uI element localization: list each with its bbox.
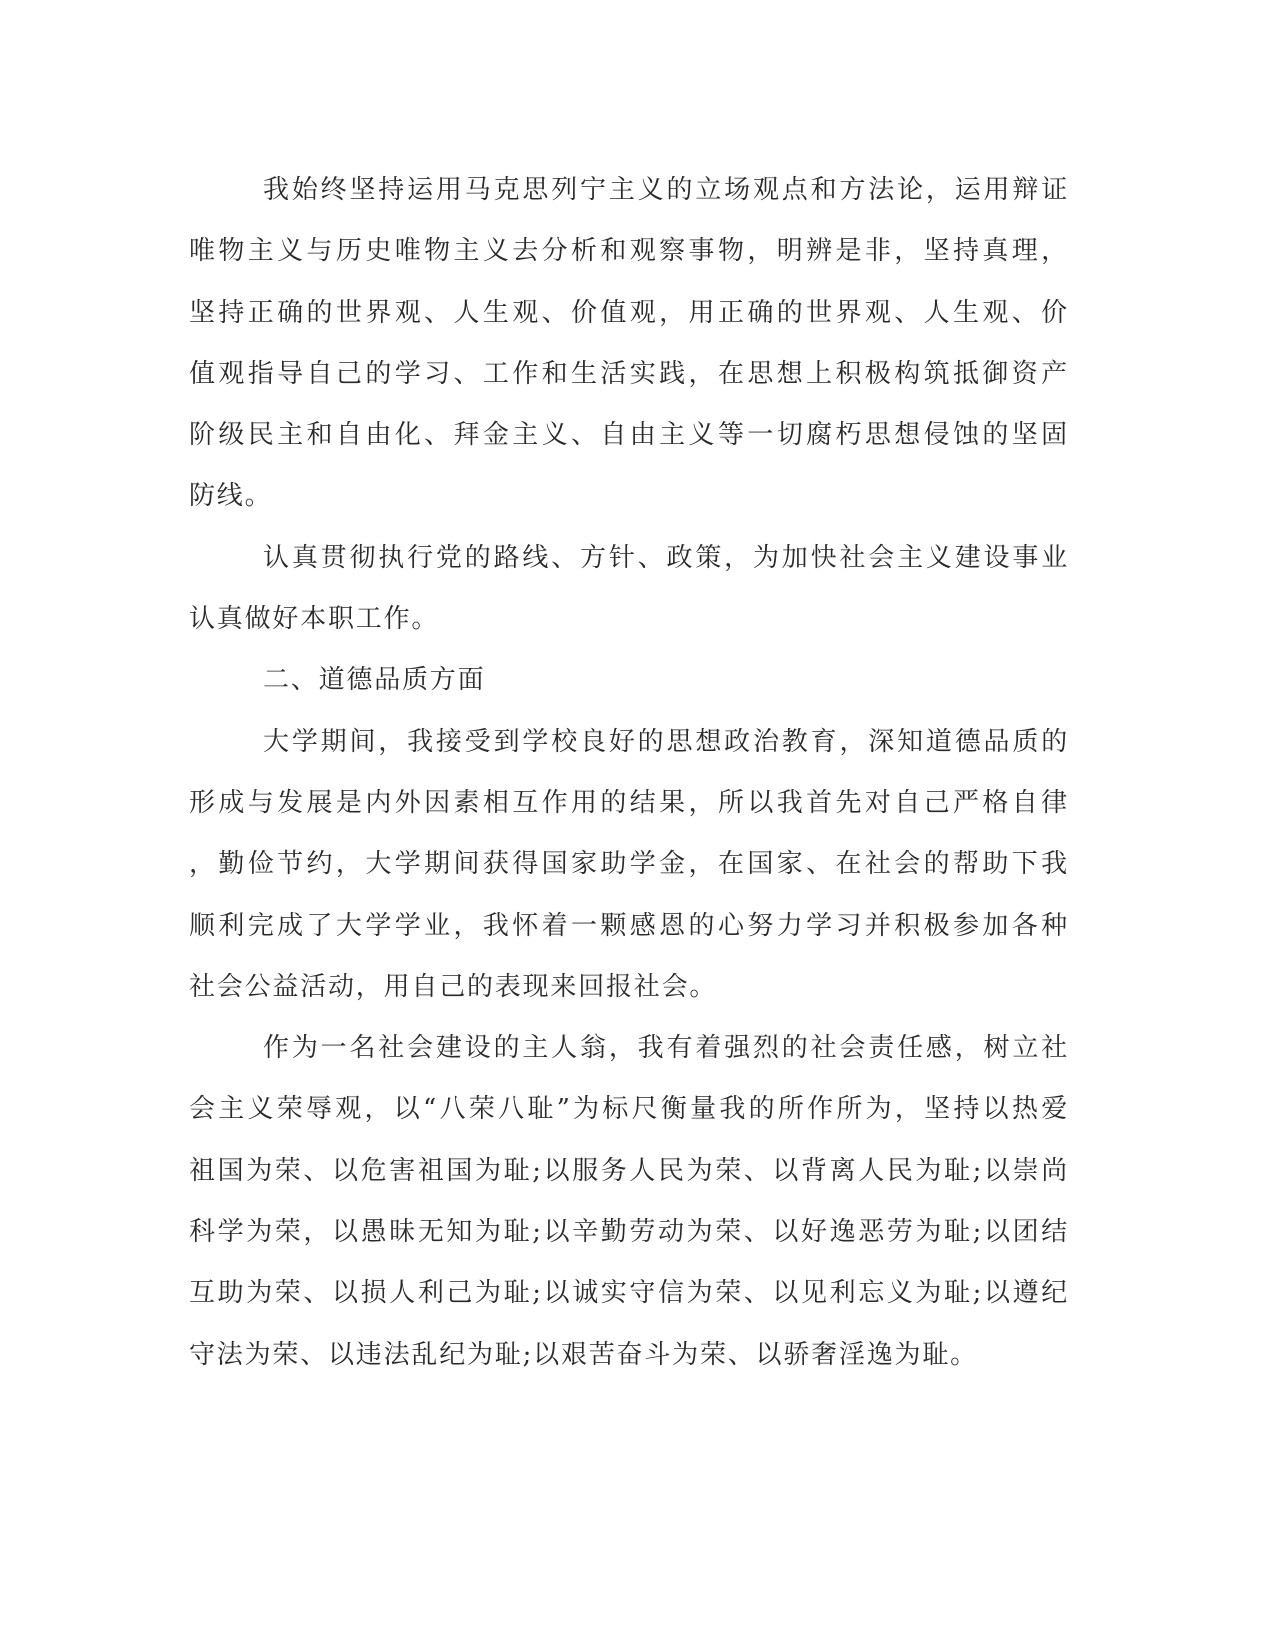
text-line: 大学期间，我接受到学校良好的思想政治教育，深知道德品质的 [263,726,1069,757]
text-line: 值观指导自己的学习、工作和生活实践，在思想上积极构筑抵御资产 [189,358,1069,389]
text-line: 我始终坚持运用马克思列宁主义的立场观点和方法论，运用辩证 [263,175,1069,205]
text-line: ，勤俭节约，大学期间获得国家助学金，在国家、在社会的帮助下我 [189,849,1069,880]
text-line: 祖国为荣、以危害祖国为耻;以服务人民为荣、以背离人民为耻;以崇尚 [189,1155,1069,1186]
paragraph [189,1018,1069,1386]
text-line: 阶级民主和自由化、拜金主义、自由主义等一切腐朽思想侵蚀的坚固 [189,420,1069,451]
paragraph [189,528,1069,651]
paragraph [189,160,1069,528]
document-body [189,160,1069,1386]
paragraph [189,712,1069,1018]
text-line: 作为一名社会建设的主人翁，我有着强烈的社会责任感，树立社 [263,1033,1069,1064]
text-line: 认真做好本职工作。 [189,604,440,635]
text-line: 形成与发展是内外因素相互作用的结果，所以我首先对自己严格自律 [189,787,1069,818]
text-line: 守法为荣、以违法乱纪为耻;以艰苦奋斗为荣、以骄奢淫逸为耻。 [189,1339,978,1370]
text-line: 社会公益活动，用自己的表现来回报社会。 [189,971,718,1002]
section-heading [189,650,1069,711]
text-line: 顺利完成了大学学业，我怀着一颗感恩的心努力学习并积极参加各种 [189,910,1069,941]
heading-text: 二、道德品质方面 [263,665,486,696]
text-line: 防线。 [189,481,273,512]
text-line: 科学为荣，以愚昧无知为耻;以辛勤劳动为荣、以好逸恶劳为耻;以团结 [189,1217,1069,1248]
text-line: 坚持正确的世界观、人生观、价值观，用正确的世界观、人生观、价 [189,297,1069,328]
text-line: 互助为荣、以损人利己为耻;以诚实守信为荣、以见利忘义为耻;以遵纪 [189,1278,1069,1309]
text-line: 唯物主义与历史唯物主义去分析和观察事物，明辨是非，坚持真理， [189,236,1069,267]
text-line: 会主义荣辱观，以“八荣八耻”为标尺衡量我的所作所为，坚持以热爱 [189,1094,1069,1125]
text-line: 认真贯彻执行党的路线、方针、政策，为加快社会主义建设事业 [263,542,1069,573]
